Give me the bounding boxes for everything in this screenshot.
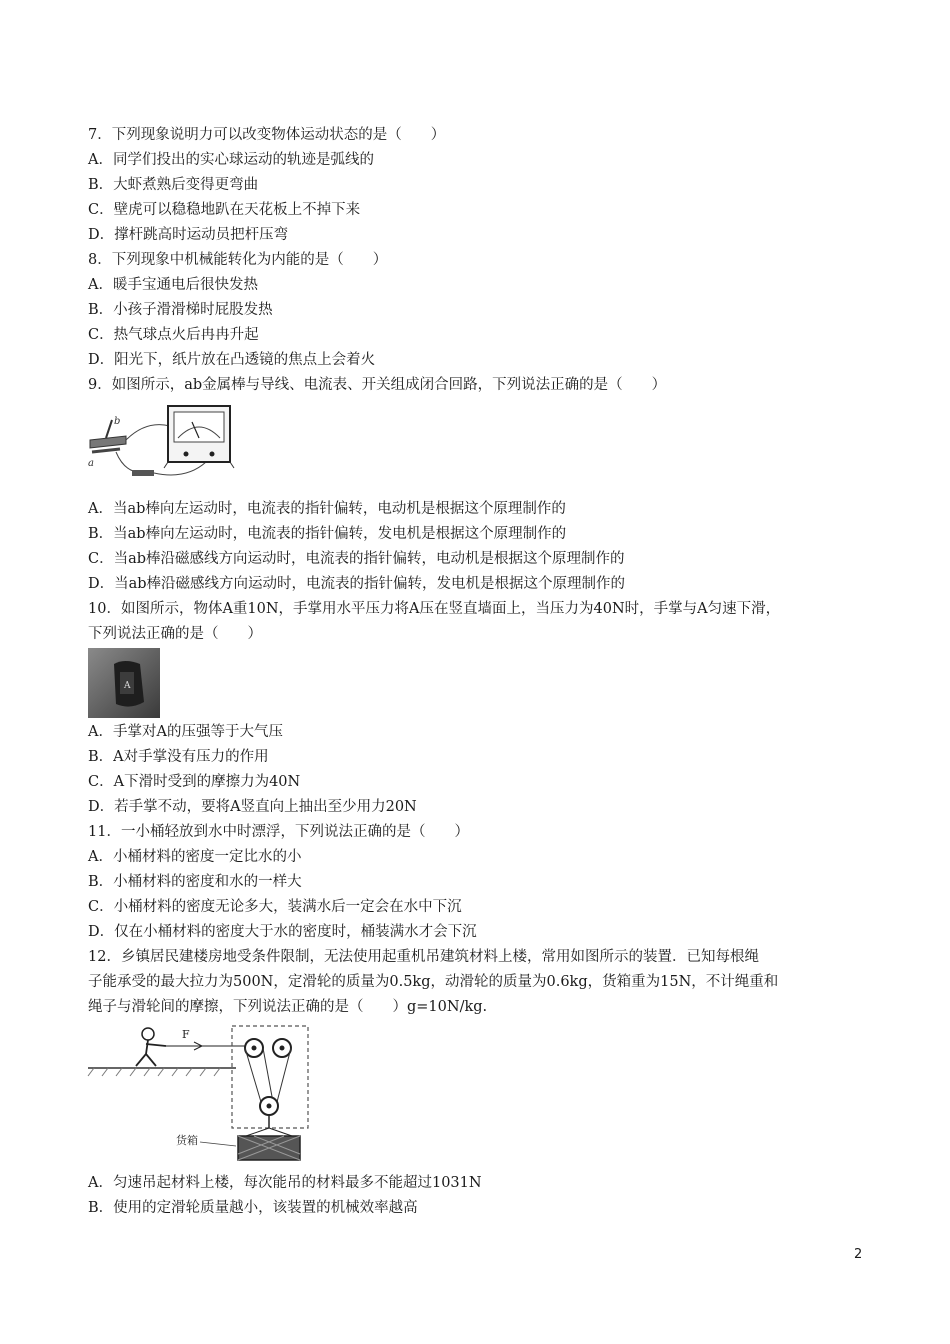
- q8-stem: 8．下列现象中机械能转化为内能的是（ ）: [88, 252, 388, 268]
- q10-option-d: D．若手掌不动，要将A竖直向上抽出至少用力20N: [88, 799, 417, 815]
- q9-option-b: B．当ab棒向左运动时，电流表的指针偏转，发电机是根据这个原理制作的: [88, 526, 567, 542]
- q12-pulley-figure: [86, 1020, 326, 1166]
- q9-stem: 9．如图所示，ab金属棒与导线、电流表、开关组成闭合回路，下列说法正确的是（ ）: [88, 377, 667, 393]
- q7-option-b: B．大虾煮熟后变得更弯曲: [88, 177, 259, 193]
- q12-option-b: B．使用的定滑轮质量越小，该装置的机械效率越高: [88, 1200, 418, 1216]
- q7-option-d: D．撑杆跳高时运动员把杆压弯: [88, 227, 289, 243]
- q9-option-d: D．当ab棒沿磁感线方向运动时，电流表的指针偏转，发电机是根据这个原理制作的: [88, 576, 626, 592]
- q10-option-a: A．手掌对A的压强等于大气压: [88, 724, 283, 740]
- q12-stem-line1: 12．乡镇居民建楼房地受条件限制，无法使用起重机吊建筑材料上楼，常用如图所示的装置．已知每根绳: [88, 949, 759, 965]
- q11-option-c: C．小桶材料的密度无论多大，装满水后一定会在水中下沉: [88, 899, 462, 915]
- q9-option-a: A．当ab棒向左运动时，电流表的指针偏转，电动机是根据这个原理制作的: [88, 501, 566, 517]
- q11-stem: 11．一小桶轻放到水中时漂浮，下列说法正确的是（ ）: [88, 824, 469, 840]
- q12-stem-line3: 绳子与滑轮间的摩擦，下列说法正确的是（ ）g=10N/kg.: [88, 999, 488, 1015]
- q8-option-c: C．热气球点火后冉冉升起: [88, 327, 259, 343]
- q10-option-b: B．A对手掌没有压力的作用: [88, 749, 269, 765]
- q12-stem-line2: 子能承受的最大拉力为500N，定滑轮的质量为0.5kg，动滑轮的质量为0.6kg，货箱重为15N，不计绳重和: [88, 974, 779, 990]
- q11-option-b: B．小桶材料的密度和水的一样大: [88, 874, 302, 890]
- q11-option-d: D．仅在小桶材料的密度大于水的密度时，桶装满水才会下沉: [88, 924, 477, 940]
- q7-stem: 7．下列现象说明力可以改变物体运动状态的是（ ）: [88, 127, 446, 143]
- q12-label-f: F: [182, 1028, 190, 1041]
- q11-option-a: A．小桶材料的密度一定比水的小: [88, 849, 302, 865]
- q10-stem-line1: 10．如图所示，物体A重10N，手掌用水平压力将A压在竖直墙面上，当压力为40N时，手掌与A匀速下滑，: [88, 601, 781, 617]
- q12-label-box: 货箱: [176, 1134, 198, 1147]
- page-number: 2: [854, 1247, 863, 1262]
- q8-option-b: B．小孩子滑滑梯时屁股发热: [88, 302, 273, 318]
- q9-label-b: b: [114, 416, 121, 427]
- q10-option-c: C．A下滑时受到的摩擦力为40N: [88, 774, 301, 790]
- q10-photo: [88, 648, 160, 718]
- q12-option-a: A．匀速吊起材料上楼，每次能吊的材料最多不能超过1031N: [88, 1175, 482, 1191]
- q10-label-a: A: [124, 681, 131, 691]
- q9-figure: [86, 400, 242, 482]
- q7-option-c: C．壁虎可以稳稳地趴在天花板上不掉下来: [88, 202, 361, 218]
- q8-option-d: D．阳光下，纸片放在凸透镜的焦点上会着火: [88, 352, 376, 368]
- q9-label-a: a: [88, 458, 94, 469]
- q8-option-a: A．暖手宝通电后很快发热: [88, 277, 258, 293]
- q9-option-c: C．当ab棒沿磁感线方向运动时，电流表的指针偏转，电动机是根据这个原理制作的: [88, 551, 625, 567]
- q10-stem-line2: 下列说法正确的是（ ）: [88, 626, 262, 642]
- q7-option-a: A．同学们投出的实心球运动的轨迹是弧线的: [88, 152, 374, 168]
